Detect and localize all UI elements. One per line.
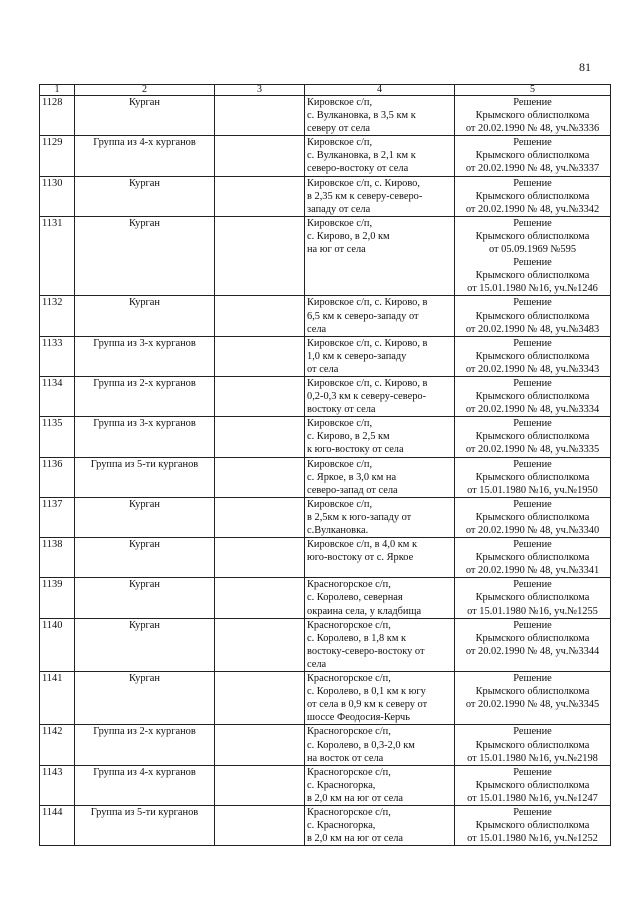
- decision-document-cell: Решение Крымского облисполкома от 20.02.1990 № 48, уч.№3337: [455, 136, 611, 176]
- decision-document-cell: Решение Крымского облисполкома от 20.02.1990 № 48, уч.№3341: [455, 538, 611, 578]
- header-cell: 1: [40, 85, 75, 96]
- empty-cell: [215, 376, 305, 416]
- entry-number-cell: 1138: [40, 538, 75, 578]
- header-row: [40, 85, 611, 96]
- location-cell: Красногорское с/п, с. Королево, в 0,3-2,0 км на восток от села: [305, 725, 455, 765]
- decision-document-cell: Решение Крымского облисполкома от 15.01.1980 №16, уч.№1255: [455, 578, 611, 618]
- monument-name-cell: Курган: [75, 618, 215, 671]
- header-cell: 2: [75, 85, 215, 96]
- location-cell: Кировское с/п, в 2,5км к юго-западу от с.Вулкановка.: [305, 497, 455, 537]
- decision-document-cell: Решение Крымского облисполкома от 20.02.1990 № 48, уч.№3340: [455, 497, 611, 537]
- table-row: [40, 725, 611, 765]
- entry-number-cell: 1144: [40, 805, 75, 845]
- monuments-registry-table: [39, 84, 611, 846]
- table-row: [40, 765, 611, 805]
- empty-cell: [215, 725, 305, 765]
- decision-document-cell: Решение Крымского облисполкома от 20.02.1990 № 48, уч.№3483: [455, 296, 611, 336]
- empty-cell: [215, 578, 305, 618]
- empty-cell: [215, 672, 305, 725]
- monument-name-cell: Курган: [75, 216, 215, 296]
- entry-number-cell: 1141: [40, 672, 75, 725]
- monument-name-cell: Курган: [75, 538, 215, 578]
- entry-number-cell: 1128: [40, 96, 75, 136]
- empty-cell: [215, 618, 305, 671]
- location-cell: Кировское с/п, с. Вулкановка, в 2,1 км к северо-востоку от села: [305, 136, 455, 176]
- decision-document-cell: Решение Крымского облисполкома от 15.01.1980 №16, уч.№1247: [455, 765, 611, 805]
- empty-cell: [215, 216, 305, 296]
- location-cell: Кировское с/п, с. Кирово, в 1,0 км к северо-западу от села: [305, 336, 455, 376]
- empty-cell: [215, 136, 305, 176]
- table-row: [40, 376, 611, 416]
- table-row: [40, 136, 611, 176]
- empty-cell: [215, 538, 305, 578]
- location-cell: Кировское с/п, с. Кирово, в 2,5 км к юго-востоку от села: [305, 417, 455, 457]
- empty-cell: [215, 805, 305, 845]
- empty-cell: [215, 765, 305, 805]
- page-number: 81: [579, 60, 591, 74]
- monument-name-cell: Курган: [75, 176, 215, 216]
- monument-name-cell: Группа из 5-ти курганов: [75, 457, 215, 497]
- table-row: [40, 805, 611, 845]
- monument-name-cell: Группа из 4-х курганов: [75, 136, 215, 176]
- table-row: [40, 216, 611, 296]
- location-cell: Кировское с/п, с. Кирово, в 2,0 км на юг от села: [305, 216, 455, 296]
- decision-document-cell: Решение Крымского облисполкома от 20.02.1990 № 48, уч.№3335: [455, 417, 611, 457]
- location-cell: Кировское с/п, с. Вулкановка, в 3,5 км к северу от села: [305, 96, 455, 136]
- table-row: [40, 296, 611, 336]
- header-cell: 4: [305, 85, 455, 96]
- entry-number-cell: 1130: [40, 176, 75, 216]
- location-cell: Красногорское с/п, с. Королево, в 0,1 км к югу от села в 0,9 км к северу от шоссе Феодосия-Керчь: [305, 672, 455, 725]
- entry-number-cell: 1139: [40, 578, 75, 618]
- entry-number-cell: 1143: [40, 765, 75, 805]
- monument-name-cell: Курган: [75, 497, 215, 537]
- empty-cell: [215, 96, 305, 136]
- table-row: [40, 336, 611, 376]
- monument-name-cell: Курган: [75, 96, 215, 136]
- monument-name-cell: Курган: [75, 672, 215, 725]
- location-cell: Кировское с/п, с. Кирово, в 2,35 км к северу-северо- западу от села: [305, 176, 455, 216]
- monument-name-cell: Группа из 2-х курганов: [75, 376, 215, 416]
- decision-document-cell: Решение Крымского облисполкома от 15.01.1980 №16, уч.№2198: [455, 725, 611, 765]
- table-row: [40, 672, 611, 725]
- decision-document-cell: Решение Крымского облисполкома от 15.01.1980 №16, уч.№1950: [455, 457, 611, 497]
- monument-name-cell: Группа из 4-х курганов: [75, 765, 215, 805]
- table-row: [40, 417, 611, 457]
- location-cell: Кировское с/п, с. Кирово, в 0,2-0,3 км к северу-северо- востоку от села: [305, 376, 455, 416]
- entry-number-cell: 1136: [40, 457, 75, 497]
- decision-document-cell: Решение Крымского облисполкома от 20.02.1990 № 48, уч.№3345: [455, 672, 611, 725]
- entry-number-cell: 1134: [40, 376, 75, 416]
- entry-number-cell: 1140: [40, 618, 75, 671]
- header-cell: 3: [215, 85, 305, 96]
- decision-document-cell: Решение Крымского облисполкома от 20.02.1990 № 48, уч.№3334: [455, 376, 611, 416]
- table-row: [40, 96, 611, 136]
- empty-cell: [215, 176, 305, 216]
- entry-number-cell: 1142: [40, 725, 75, 765]
- table-row: [40, 497, 611, 537]
- monument-name-cell: Курган: [75, 578, 215, 618]
- monument-name-cell: Группа из 2-х курганов: [75, 725, 215, 765]
- location-cell: Красногорское с/п, с. Королево, в 1,8 км к востоку-северо-востоку от села: [305, 618, 455, 671]
- empty-cell: [215, 457, 305, 497]
- entry-number-cell: 1137: [40, 497, 75, 537]
- location-cell: Кировское с/п, в 4,0 км к юго-востоку от с. Яркое: [305, 538, 455, 578]
- location-cell: Красногорское с/п, с. Красногорка, в 2,0 км на юг от села: [305, 765, 455, 805]
- empty-cell: [215, 417, 305, 457]
- header-cell: 5: [455, 85, 611, 96]
- entry-number-cell: 1131: [40, 216, 75, 296]
- table-row: [40, 618, 611, 671]
- decision-document-cell: Решение Крымского облисполкома от 20.02.1990 № 48, уч.№3344: [455, 618, 611, 671]
- table-row: [40, 176, 611, 216]
- location-cell: Кировское с/п, с. Кирово, в 6,5 км к северо-западу от села: [305, 296, 455, 336]
- table-row: [40, 538, 611, 578]
- table-row: [40, 578, 611, 618]
- table-header: [40, 85, 611, 96]
- empty-cell: [215, 497, 305, 537]
- location-cell: Кировское с/п, с. Яркое, в 3,0 км на северо-запад от села: [305, 457, 455, 497]
- entry-number-cell: 1132: [40, 296, 75, 336]
- decision-document-cell: Решение Крымского облисполкома от 20.02.1990 № 48, уч.№3342: [455, 176, 611, 216]
- entry-number-cell: 1133: [40, 336, 75, 376]
- decision-document-cell: Решение Крымского облисполкома от 15.01.1980 №16, уч.№1252: [455, 805, 611, 845]
- monument-name-cell: Группа из 3-х курганов: [75, 336, 215, 376]
- entry-number-cell: 1135: [40, 417, 75, 457]
- monument-name-cell: Курган: [75, 296, 215, 336]
- location-cell: Красногорское с/п, с. Красногорка, в 2,0 км на юг от села: [305, 805, 455, 845]
- empty-cell: [215, 336, 305, 376]
- decision-document-cell: Решение Крымского облисполкома от 20.02.1990 № 48, уч.№3343: [455, 336, 611, 376]
- location-cell: Красногорское с/п, с. Королево, северная окраина села, у кладбища: [305, 578, 455, 618]
- empty-cell: [215, 296, 305, 336]
- decision-document-cell: Решение Крымского облисполкома от 20.02.1990 № 48, уч.№3336: [455, 96, 611, 136]
- monument-name-cell: Группа из 3-х курганов: [75, 417, 215, 457]
- table-row: [40, 457, 611, 497]
- decision-document-cell: Решение Крымского облисполкома от 05.09.1969 №595 Решение Крымского облисполкома от 15.01.1980 №16, уч.№1246: [455, 216, 611, 296]
- entry-number-cell: 1129: [40, 136, 75, 176]
- monument-name-cell: Группа из 5-ти курганов: [75, 805, 215, 845]
- table-body: [40, 96, 611, 846]
